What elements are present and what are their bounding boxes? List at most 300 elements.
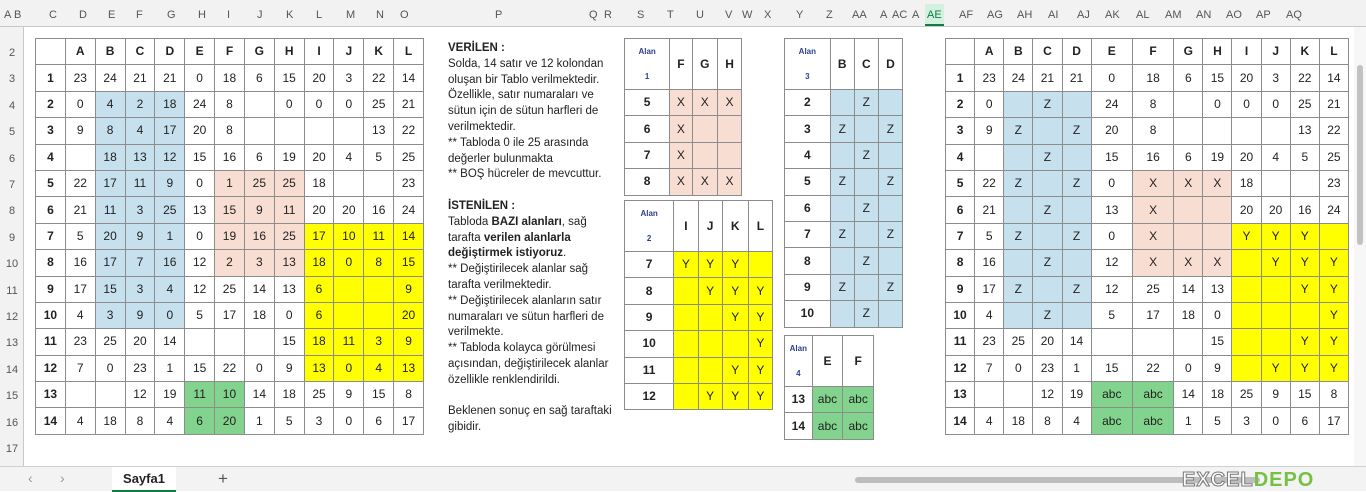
table-cell[interactable]: 13	[304, 355, 334, 381]
table-cell[interactable]: 13	[1091, 197, 1132, 223]
table-cell[interactable]: 18	[1232, 170, 1261, 196]
table-cell[interactable]: 16	[1290, 197, 1319, 223]
table-cell[interactable]: 20	[185, 118, 215, 144]
table-cell[interactable]: 4	[155, 408, 185, 434]
area-1-cell[interactable]	[692, 142, 718, 168]
area-4-col-e[interactable]: E	[812, 336, 843, 387]
column-header-am[interactable]: AM	[1165, 9, 1182, 21]
column-header-ap[interactable]: AP	[1256, 9, 1271, 21]
table-cell[interactable]	[65, 382, 95, 408]
table-cell[interactable]: 16	[65, 250, 95, 276]
row-label-10[interactable]: 10	[946, 302, 975, 328]
table-cell[interactable]	[1062, 144, 1091, 170]
row-header-15[interactable]: 15	[5, 390, 19, 403]
table-cell[interactable]: 6	[244, 65, 274, 91]
column-header-v[interactable]: V	[725, 9, 733, 21]
table-cell[interactable]	[1062, 250, 1091, 276]
row-label-6[interactable]: 6	[946, 197, 975, 223]
area-3-cell[interactable]	[854, 274, 878, 300]
table-cell[interactable]: Y	[1319, 302, 1348, 328]
row-header-6[interactable]: 6	[8, 152, 16, 165]
table-cell[interactable]: 10	[215, 382, 245, 408]
area-2-cell[interactable]: Y	[698, 278, 722, 304]
row-header-16[interactable]: 16	[5, 416, 19, 429]
row-label-11[interactable]: 11	[36, 329, 66, 355]
table-cell[interactable]: X	[1174, 250, 1203, 276]
table-cell[interactable]	[1261, 170, 1290, 196]
area-1-row-7[interactable]: 7	[625, 142, 670, 168]
corner-cell[interactable]	[946, 39, 975, 65]
table-cell[interactable]: 17	[304, 223, 334, 249]
table-cell[interactable]: 17	[155, 118, 185, 144]
table-cell[interactable]: 22	[65, 170, 95, 196]
col-letter-c[interactable]: C	[125, 39, 155, 65]
table-cell[interactable]: 1	[1062, 355, 1091, 381]
table-cell[interactable]: 20	[304, 65, 334, 91]
worksheet-grid[interactable]	[25, 27, 1355, 471]
table-cell[interactable]: 16	[155, 250, 185, 276]
area-3-cell[interactable]	[830, 301, 854, 327]
row-label-4[interactable]: 4	[36, 144, 66, 170]
area-2-cell[interactable]: Y	[748, 278, 772, 304]
table-cell[interactable]: 11	[125, 170, 155, 196]
row-label-11[interactable]: 11	[946, 329, 975, 355]
row-label-4[interactable]: 4	[946, 144, 975, 170]
table-cell[interactable]: X	[1203, 170, 1232, 196]
table-cell[interactable]: 23	[1319, 170, 1348, 196]
table-cell[interactable]	[1004, 302, 1033, 328]
table-cell[interactable]: 1	[155, 223, 185, 249]
col-letter-d[interactable]: D	[1062, 39, 1091, 65]
table-cell[interactable]: 15	[1203, 329, 1232, 355]
table-cell[interactable]: 18	[1132, 65, 1173, 91]
area-1-cell[interactable]: X	[670, 116, 692, 142]
table-cell[interactable]: 8	[1132, 91, 1173, 117]
area-2-cell[interactable]: Y	[748, 331, 772, 357]
area-3-row-7[interactable]: 7	[785, 221, 831, 247]
area-3-cell[interactable]: Z	[878, 221, 902, 247]
table-cell[interactable]: 0	[1174, 355, 1203, 381]
table-cell[interactable]: 0	[1203, 302, 1232, 328]
table-cell[interactable]: 8	[1319, 382, 1348, 408]
table-cell[interactable]: 23	[975, 65, 1004, 91]
table-cell[interactable]: 6	[1290, 408, 1319, 434]
table-cell[interactable]: 17	[975, 276, 1004, 302]
area-2-cell[interactable]: Y	[748, 304, 772, 330]
table-cell[interactable]	[334, 302, 364, 328]
table-cell[interactable]: 0	[95, 355, 125, 381]
col-letter-f[interactable]: F	[1132, 39, 1173, 65]
row-header-10[interactable]: 10	[5, 258, 19, 271]
area-3-cell[interactable]: Z	[878, 169, 902, 195]
row-header-14[interactable]: 14	[5, 363, 19, 376]
table-cell[interactable]: 9	[975, 118, 1004, 144]
table-cell[interactable]: 24	[1004, 65, 1033, 91]
table-cell[interactable]	[1132, 329, 1173, 355]
table-cell[interactable]: 21	[1062, 65, 1091, 91]
table-cell[interactable]: Z	[1062, 118, 1091, 144]
table-cell[interactable]: 0	[334, 91, 364, 117]
table-cell[interactable]: 23	[125, 355, 155, 381]
col-letter-i[interactable]: I	[304, 39, 334, 65]
row-label-2[interactable]: 2	[946, 91, 975, 117]
area-2-cell[interactable]: Y	[722, 383, 748, 409]
table-cell[interactable]	[975, 144, 1004, 170]
col-letter-j[interactable]: J	[334, 39, 364, 65]
table-cell[interactable]: Z	[1033, 144, 1062, 170]
table-cell[interactable]: 5	[65, 223, 95, 249]
table-cell[interactable]	[1062, 197, 1091, 223]
table-cell[interactable]	[1174, 223, 1203, 249]
table-cell[interactable]: 20	[394, 302, 424, 328]
area-2-cell[interactable]	[674, 304, 698, 330]
col-letter-b[interactable]: B	[1004, 39, 1033, 65]
area-3-cell[interactable]	[830, 195, 854, 221]
table-cell[interactable]: 0	[334, 408, 364, 434]
area-1-cell[interactable]: X	[718, 169, 742, 195]
table-cell[interactable]: Y	[1261, 355, 1290, 381]
table-cell[interactable]	[215, 329, 245, 355]
area-2-col-k[interactable]: K	[722, 201, 748, 252]
table-cell[interactable]: 9	[155, 170, 185, 196]
area-2-cell[interactable]	[698, 331, 722, 357]
table-cell[interactable]: 0	[1203, 91, 1232, 117]
table-cell[interactable]: X	[1132, 250, 1173, 276]
column-header-w[interactable]: W	[742, 9, 753, 21]
table-cell[interactable]: 4	[65, 408, 95, 434]
table-cell[interactable]: 22	[1319, 118, 1348, 144]
row-header-4[interactable]: 4	[8, 99, 16, 112]
table-cell[interactable]: 19	[215, 223, 245, 249]
row-label-9[interactable]: 9	[946, 276, 975, 302]
area-4-cell[interactable]: abc	[843, 387, 874, 413]
table-cell[interactable]: 8	[394, 382, 424, 408]
table-cell[interactable]: 20	[304, 197, 334, 223]
table-cell[interactable]: 18	[304, 329, 334, 355]
table-cell[interactable]: Y	[1319, 355, 1348, 381]
row-header-12[interactable]: 12	[5, 311, 19, 323]
table-cell[interactable]	[1232, 302, 1261, 328]
table-cell[interactable]: 20	[125, 329, 155, 355]
row-label-5[interactable]: 5	[36, 170, 66, 196]
area-3-cell[interactable]: Z	[830, 169, 854, 195]
table-cell[interactable]: 4	[125, 118, 155, 144]
table-cell[interactable]	[1203, 197, 1232, 223]
row-label-7[interactable]: 7	[946, 223, 975, 249]
table-cell[interactable]: 9	[65, 118, 95, 144]
area-3-cell[interactable]	[878, 195, 902, 221]
table-cell[interactable]: 22	[394, 118, 424, 144]
table-cell[interactable]: 13	[274, 250, 304, 276]
table-cell[interactable]: 25	[244, 170, 274, 196]
table-cell[interactable]: Y	[1319, 276, 1348, 302]
area-1-cell[interactable]: X	[692, 90, 718, 116]
table-cell[interactable]: 15	[364, 382, 394, 408]
table-cell[interactable]	[975, 382, 1004, 408]
table-cell[interactable]: 15	[185, 144, 215, 170]
area-2-cell[interactable]	[674, 278, 698, 304]
area-2-cell[interactable]	[722, 331, 748, 357]
table-cell[interactable]	[1261, 329, 1290, 355]
area-2-cell[interactable]: Y	[698, 383, 722, 409]
area-2-cell[interactable]	[698, 357, 722, 383]
table-cell[interactable]: 0	[1261, 408, 1290, 434]
area-1-cell[interactable]: X	[670, 142, 692, 168]
area-3-row-5[interactable]: 5	[785, 169, 831, 195]
table-cell[interactable]: 1	[244, 408, 274, 434]
area-3-cell[interactable]	[854, 221, 878, 247]
column-header-o[interactable]: O	[400, 9, 409, 21]
table-cell[interactable]: abc	[1091, 382, 1132, 408]
column-header-t[interactable]: T	[667, 9, 674, 21]
table-cell[interactable]: 2	[125, 91, 155, 117]
vertical-scroll-thumb[interactable]	[1357, 65, 1363, 245]
table-cell[interactable]	[364, 170, 394, 196]
table-cell[interactable]: 14	[1062, 329, 1091, 355]
table-cell[interactable]: 20	[215, 408, 245, 434]
table-cell[interactable]: 25	[215, 276, 245, 302]
table-cell[interactable]	[1004, 382, 1033, 408]
table-cell[interactable]	[1062, 91, 1091, 117]
area-3-cell[interactable]	[878, 142, 902, 168]
add-sheet-button[interactable]: +	[218, 469, 228, 488]
area-2-cell[interactable]	[674, 383, 698, 409]
table-cell[interactable]: 25	[1319, 144, 1348, 170]
area-3-col-d[interactable]: D	[878, 39, 902, 90]
table-cell[interactable]: 8	[364, 250, 394, 276]
vertical-scrollbar[interactable]	[1354, 27, 1366, 471]
table-cell[interactable]: 14	[155, 329, 185, 355]
area-3-cell[interactable]: Z	[854, 301, 878, 327]
table-cell[interactable]: 25	[1132, 276, 1173, 302]
area-3-col-b[interactable]: B	[830, 39, 854, 90]
table-cell[interactable]: 4	[95, 91, 125, 117]
table-cell[interactable]: 6	[304, 302, 334, 328]
table-cell[interactable]: 18	[1174, 302, 1203, 328]
area-2-cell[interactable]: Y	[748, 357, 772, 383]
area-3-cell[interactable]: Z	[830, 116, 854, 142]
column-header-ac[interactable]: AC	[892, 9, 908, 21]
table-cell[interactable]: 23	[394, 170, 424, 196]
area-2-cell[interactable]: Y	[722, 357, 748, 383]
table-cell[interactable]	[1091, 329, 1132, 355]
table-cell[interactable]: 24	[185, 91, 215, 117]
table-cell[interactable]: 15	[215, 197, 245, 223]
table-cell[interactable]: 12	[125, 382, 155, 408]
col-letter-j[interactable]: J	[1261, 39, 1290, 65]
row-header-7[interactable]: 7	[8, 179, 16, 191]
table-cell[interactable]: 13	[274, 276, 304, 302]
table-cell[interactable]: 9	[394, 276, 424, 302]
table-cell[interactable]: 3	[95, 302, 125, 328]
area-2-row-11[interactable]: 11	[625, 357, 674, 383]
row-label-5[interactable]: 5	[946, 170, 975, 196]
table-cell[interactable]: 25	[1232, 382, 1261, 408]
table-cell[interactable]: 0	[1091, 223, 1132, 249]
table-cell[interactable]: Z	[1033, 91, 1062, 117]
area-2-row-8[interactable]: 8	[625, 278, 674, 304]
area-3-cell[interactable]	[854, 116, 878, 142]
column-header-h[interactable]: H	[198, 9, 206, 21]
area-2-cell[interactable]: Y	[722, 252, 748, 278]
table-cell[interactable]: 20	[1261, 197, 1290, 223]
row-header-3[interactable]: 3	[8, 73, 16, 86]
table-cell[interactable]: 25	[1290, 91, 1319, 117]
table-cell[interactable]: Y	[1290, 355, 1319, 381]
table-cell[interactable]: 9	[1203, 355, 1232, 381]
area-4-row-14[interactable]: 14	[785, 413, 813, 439]
table-cell[interactable]: 17	[65, 276, 95, 302]
area-1-cell[interactable]	[692, 116, 718, 142]
table-cell[interactable]: 15	[1091, 144, 1132, 170]
table-cell[interactable]: Y	[1290, 223, 1319, 249]
column-header-a[interactable]: A	[4, 9, 12, 21]
area-3-cell[interactable]: Z	[878, 274, 902, 300]
table-cell[interactable]: 25	[394, 144, 424, 170]
table-cell[interactable]: 14	[1174, 382, 1203, 408]
table-cell[interactable]: X	[1174, 170, 1203, 196]
table-cell[interactable]: 25	[155, 197, 185, 223]
column-header-l[interactable]: L	[316, 9, 323, 21]
table-cell[interactable]: 5	[1203, 408, 1232, 434]
table-cell[interactable]: 23	[65, 65, 95, 91]
area-1-row-5[interactable]: 5	[625, 90, 670, 116]
table-cell[interactable]: abc	[1091, 408, 1132, 434]
area-3-cell[interactable]	[878, 90, 902, 116]
row-header-13[interactable]: 13	[5, 337, 19, 350]
table-cell[interactable]	[364, 302, 394, 328]
table-cell[interactable]: 11	[185, 382, 215, 408]
row-header-5[interactable]: 5	[8, 126, 16, 139]
table-cell[interactable]	[334, 118, 364, 144]
table-cell[interactable]: 13	[394, 355, 424, 381]
column-header-aj[interactable]: AJ	[1077, 9, 1090, 21]
area-3-row-4[interactable]: 4	[785, 142, 831, 168]
table-cell[interactable]: 9	[334, 382, 364, 408]
table-cell[interactable]: 21	[155, 65, 185, 91]
area-2-cell[interactable]	[698, 304, 722, 330]
table-cell[interactable]	[1174, 197, 1203, 223]
table-cell[interactable]: 3	[364, 329, 394, 355]
col-letter-f[interactable]: F	[215, 39, 245, 65]
table-cell[interactable]: 18	[274, 382, 304, 408]
table-cell[interactable]: 16	[1132, 144, 1173, 170]
col-letter-e[interactable]: E	[185, 39, 215, 65]
table-cell[interactable]: 16	[244, 223, 274, 249]
table-cell[interactable]: 17	[394, 408, 424, 434]
table-cell[interactable]: 13	[364, 118, 394, 144]
table-cell[interactable]: 8	[95, 118, 125, 144]
area-3-cell[interactable]: Z	[854, 90, 878, 116]
table-cell[interactable]: 0	[304, 91, 334, 117]
table-cell[interactable]: 17	[1132, 302, 1173, 328]
table-cell[interactable]: Z	[1004, 223, 1033, 249]
column-header-a[interactable]: A	[880, 9, 888, 21]
table-cell[interactable]	[364, 276, 394, 302]
table-cell[interactable]: 11	[364, 223, 394, 249]
table-cell[interactable]: 12	[185, 276, 215, 302]
table-cell[interactable]: 8	[1033, 408, 1062, 434]
table-cell[interactable]: 0	[1004, 355, 1033, 381]
table-cell[interactable]	[1004, 250, 1033, 276]
col-letter-k[interactable]: K	[1290, 39, 1319, 65]
area-1-cell[interactable]: X	[670, 90, 692, 116]
table-cell[interactable]: 13	[185, 197, 215, 223]
table-cell[interactable]: 18	[155, 91, 185, 117]
row-label-12[interactable]: 12	[36, 355, 66, 381]
table-cell[interactable]	[1261, 302, 1290, 328]
table-cell[interactable]	[1232, 276, 1261, 302]
table-cell[interactable]: 6	[304, 276, 334, 302]
table-cell[interactable]: 20	[1232, 197, 1261, 223]
row-label-6[interactable]: 6	[36, 197, 66, 223]
col-letter-e[interactable]: E	[1091, 39, 1132, 65]
column-header-an[interactable]: AN	[1196, 9, 1212, 21]
area-3-cell[interactable]	[878, 248, 902, 274]
row-header-9[interactable]: 9	[8, 231, 16, 244]
col-letter-i[interactable]: I	[1232, 39, 1261, 65]
table-cell[interactable]: 10	[334, 223, 364, 249]
table-cell[interactable]	[334, 276, 364, 302]
area-3-cell[interactable]: Z	[854, 248, 878, 274]
table-cell[interactable]: 0	[1232, 91, 1261, 117]
column-header-ao[interactable]: AO	[1226, 9, 1242, 21]
area-3-cell[interactable]	[830, 248, 854, 274]
table-cell[interactable]: 20	[1091, 118, 1132, 144]
table-cell[interactable]	[1004, 91, 1033, 117]
area-2-cell[interactable]: Y	[722, 278, 748, 304]
area-1-cell[interactable]	[718, 116, 742, 142]
table-cell[interactable]: 11	[274, 197, 304, 223]
table-cell[interactable]: 12	[155, 144, 185, 170]
table-cell[interactable]: 0	[155, 302, 185, 328]
table-cell[interactable]: 17	[1319, 408, 1348, 434]
area-2-row-12[interactable]: 12	[625, 383, 674, 409]
table-cell[interactable]: 25	[304, 382, 334, 408]
table-cell[interactable]: 21	[1033, 65, 1062, 91]
column-header-q[interactable]: Q	[589, 9, 598, 21]
row-label-8[interactable]: 8	[946, 250, 975, 276]
table-cell[interactable]: 17	[215, 302, 245, 328]
table-cell[interactable]	[1232, 329, 1261, 355]
table-cell[interactable]	[244, 91, 274, 117]
area-3-cell[interactable]: Z	[854, 195, 878, 221]
table-cell[interactable]: 18	[95, 144, 125, 170]
table-cell[interactable]: 1	[155, 355, 185, 381]
table-cell[interactable]: 18	[244, 302, 274, 328]
column-header-k[interactable]: K	[286, 9, 294, 21]
table-cell[interactable]: Z	[1033, 197, 1062, 223]
table-cell[interactable]: Y	[1261, 250, 1290, 276]
table-cell[interactable]: 0	[1091, 65, 1132, 91]
row-label-14[interactable]: 14	[36, 408, 66, 434]
row-label-1[interactable]: 1	[36, 65, 66, 91]
table-cell[interactable]: 19	[1203, 144, 1232, 170]
col-letter-h[interactable]: H	[1203, 39, 1232, 65]
row-header-11[interactable]: 11	[6, 284, 18, 297]
area-2-cell[interactable]: Y	[748, 383, 772, 409]
table-cell[interactable]	[1174, 329, 1203, 355]
row-label-3[interactable]: 3	[36, 118, 66, 144]
column-header-ag[interactable]: AG	[987, 9, 1003, 21]
table-cell[interactable]: 6	[364, 408, 394, 434]
table-cell[interactable]: 0	[1261, 91, 1290, 117]
table-cell[interactable]: 21	[65, 197, 95, 223]
table-cell[interactable]: 25	[95, 329, 125, 355]
table-cell[interactable]: 13	[1290, 118, 1319, 144]
table-cell[interactable]: 24	[95, 65, 125, 91]
table-cell[interactable]: 21	[975, 197, 1004, 223]
